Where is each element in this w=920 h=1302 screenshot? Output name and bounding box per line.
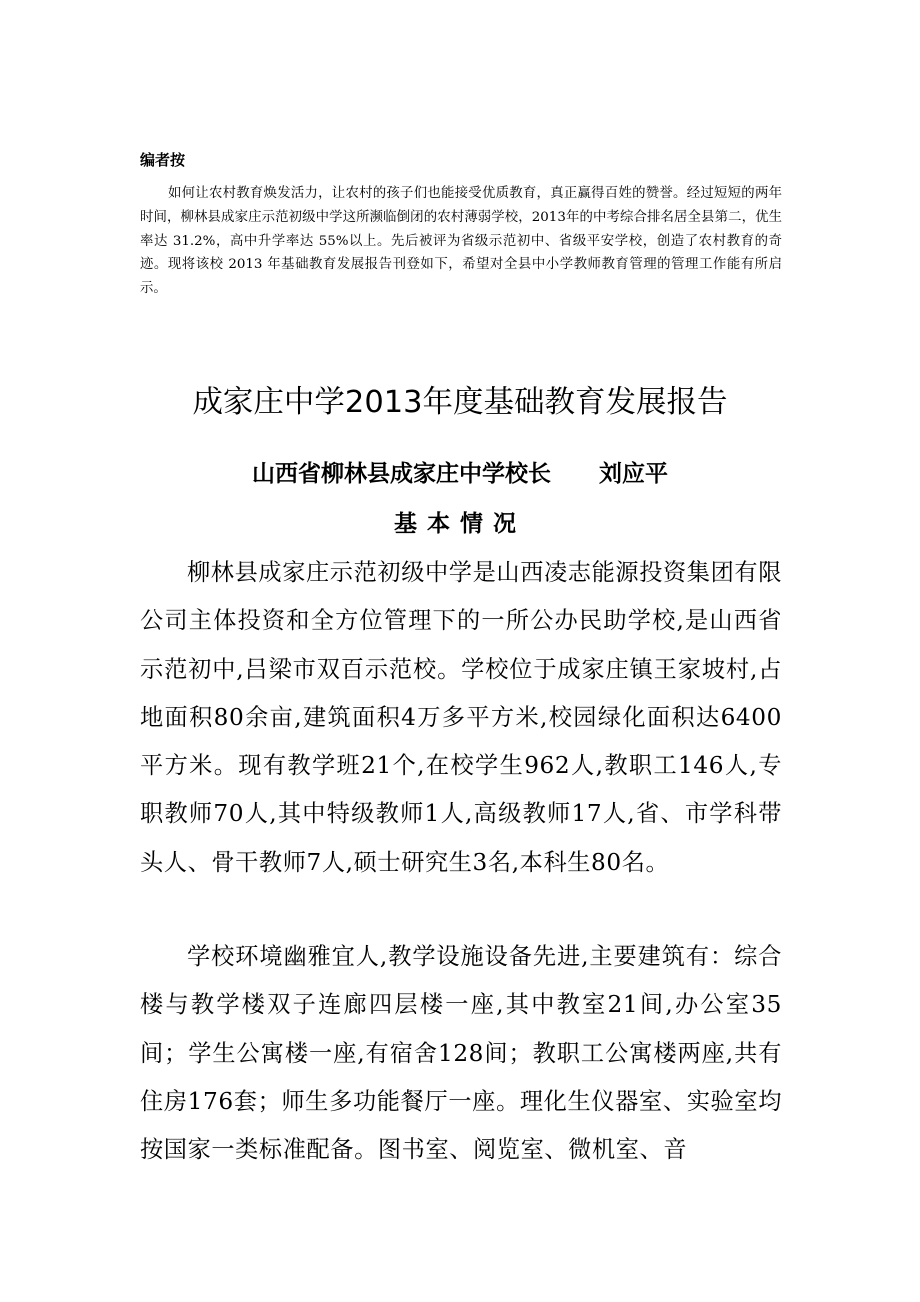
body-paragraph: 柳林县成家庄示范初级中学是山西凌志能源投资集团有限公司主体投资和全方位管理下的一所公办民助学校,是山西省示范初中,吕梁市双百示范校。学校位于成家庄镇王家坡村,占地面积80余亩,建筑面积4万多平方米,校园绿化面积达6400平方米。现有教学班21个,在校学生962人,教职工146人,专职教师70人,其中特级教师1人,高级教师17人,省、市学科带头人、骨干教师7人,硕士研究生3名,本科生80名。 [140,559,782,876]
editor-note-text: 如何让农村教育焕发活力，让农村的孩子们也能接受优质教育，真正赢得百姓的赞誉。经过短短的两年时间，柳林县成家庄示范初级中学这所濒临倒闭的农村薄弱学校，2013年的中考综合排名居全县第二，优生率达 31.2%，高中升学率达 55%以上。先后被评为省级示范初中、省级平安学校，创造了农村教育的奇迹。现将该校 2013 年基础教育发展报告刊登如下，希望对全县中小学教师教育管理的管理工作能有所启示。 [140,186,782,297]
section-title: 基本情况 [394,510,526,537]
author-line: 山西省柳林县成家庄中学校长 刘应平 [251,460,669,487]
body-paragraph: 学校环境幽雅宜人,教学设施设备先进,主要建筑有：综合楼与教学楼双子连廊四层楼一座,其中教室21间,办公室35间；学生公寓楼一座,有宿舍128间；教职工公寓楼两座,共有住房176套；师生多功能餐厅一座。理化生仪器室、实验室均按国家一类标准配备。图书室、阅览室、微机室、音 [140,943,782,1164]
document-title: 成家庄中学2013年度基础教育发展报告 [192,385,728,420]
editor-note-heading: 编者按 [140,151,186,169]
